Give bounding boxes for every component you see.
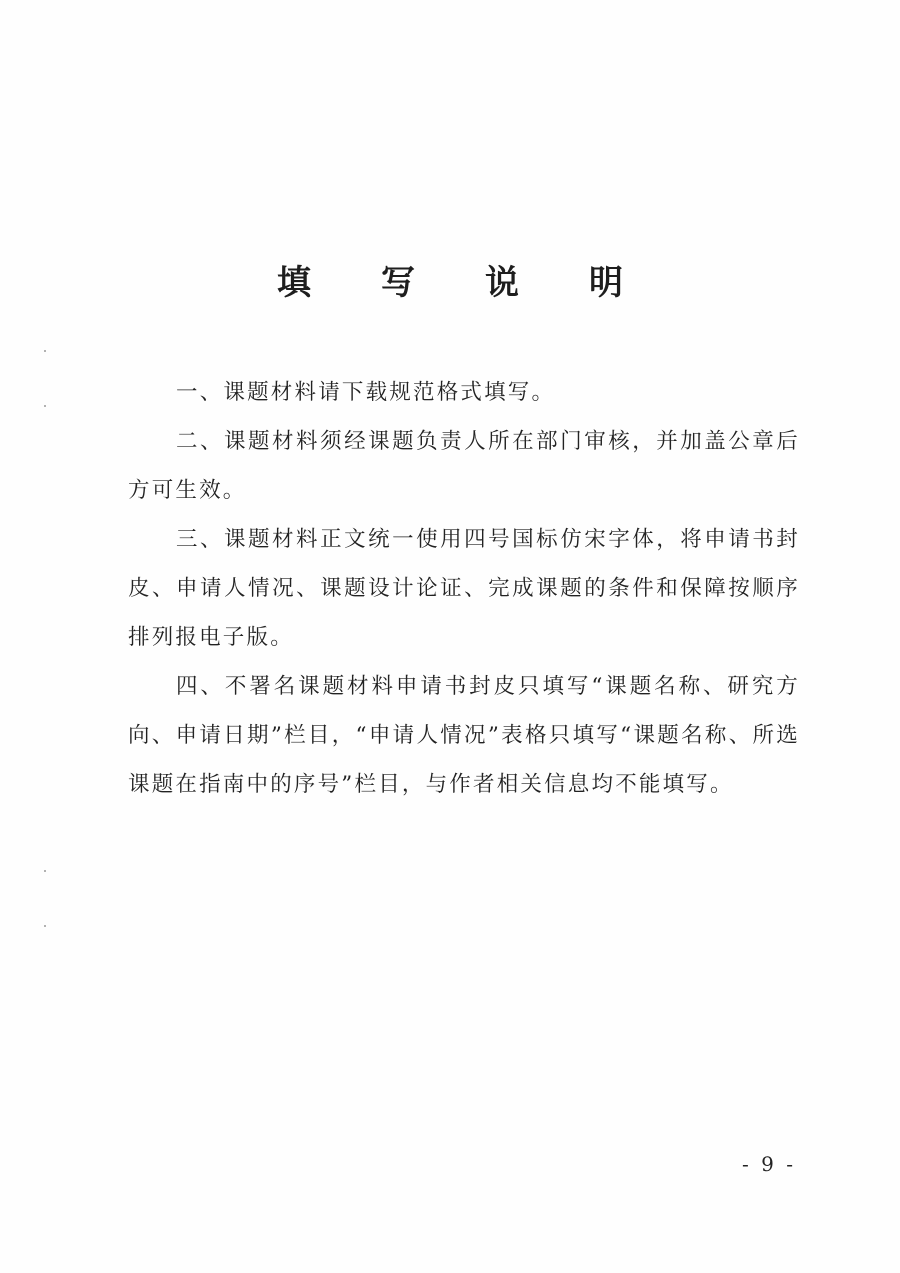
instruction-paragraph-2: 二、课题材料须经课题负责人所在部门审核，并加盖公章后方可生效。 (128, 429, 800, 503)
instruction-paragraph-1: 一、课题材料请下载规范格式填写。 (176, 380, 556, 405)
title-char: 明 (589, 263, 623, 303)
scan-speck (44, 925, 46, 927)
page-number: - 9 - (742, 1152, 796, 1176)
scan-speck (44, 405, 46, 407)
page-title (0, 255, 900, 304)
scan-speck (44, 350, 46, 352)
scan-speck (44, 870, 46, 872)
instruction-paragraph-4: 四、不署名课题材料申请书封皮只填写“课题名称、研究方向、申请日期”栏目，“申请人情况”表格只填写“课题名称、所选课题在指南中的序号”栏目，与作者相关信息均不能填写。 (128, 674, 800, 797)
title-char: 填 (277, 263, 311, 303)
title-char: 说 (485, 263, 519, 303)
instruction-paragraph-3: 三、课题材料正文统一使用四号国标仿宋字体，将申请书封皮、申请人情况、课题设计论证、完成课题的条件和保障按顺序排列报电子版。 (128, 527, 800, 650)
title-char: 写 (381, 263, 415, 303)
